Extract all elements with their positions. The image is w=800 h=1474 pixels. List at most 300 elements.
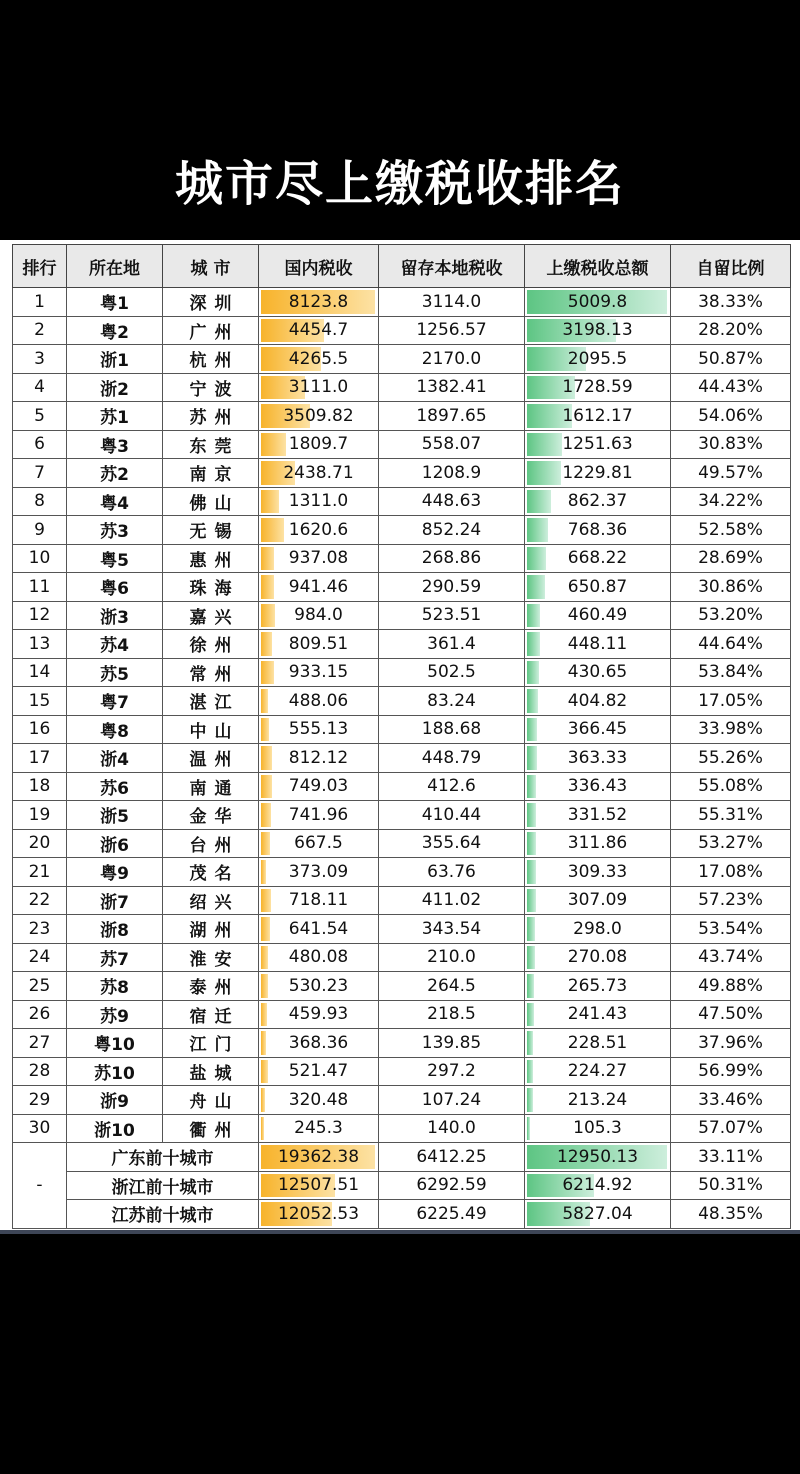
city-cell — [163, 459, 259, 488]
city-cell — [163, 402, 259, 431]
domestic-tax-cell — [259, 288, 379, 317]
uploaded-tax-cell — [525, 487, 671, 516]
uploaded-tax-cell — [525, 687, 671, 716]
rank-cell: 30 — [13, 1114, 67, 1143]
uploaded-tax-cell — [525, 1029, 671, 1058]
domestic-tax-cell-value: 4454.7 — [288, 320, 349, 341]
retained-tax-cell: 448.63 — [379, 487, 525, 516]
city-name: 江门 — [189, 1035, 240, 1056]
header-retained-tax: 留存本地税收 — [379, 245, 525, 288]
rank-cell: 19 — [13, 801, 67, 830]
uploaded-tax-cell-value: 331.52 — [567, 804, 628, 825]
uploaded-tax-cell-value: 307.09 — [567, 890, 628, 911]
domestic-tax-cell-bar — [261, 661, 274, 685]
uploaded-tax-cell — [525, 658, 671, 687]
sheet-bottom-border — [0, 1230, 800, 1234]
domestic-tax-cell-value: 641.54 — [288, 918, 349, 939]
uploaded-tax-cell-value: 270.08 — [567, 947, 628, 968]
domestic-tax-cell — [259, 487, 379, 516]
uploaded-tax-cell-bar — [527, 860, 536, 884]
table-row — [13, 658, 791, 687]
rank-cell: 29 — [13, 1086, 67, 1115]
uploaded-tax-cell-bar — [527, 518, 548, 542]
rank-cell: 12 — [13, 601, 67, 630]
rank-cell: 1 — [13, 288, 67, 317]
province-cell: 浙3 — [67, 601, 163, 630]
summary-domestic-tax-cell-value: 19362.38 — [277, 1146, 360, 1167]
province-cell: 粤7 — [67, 687, 163, 716]
header-domestic-tax: 国内税收 — [259, 245, 379, 288]
province-cell: 苏6 — [67, 772, 163, 801]
retain-ratio-cell: 43.74% — [671, 943, 791, 972]
table-row — [13, 858, 791, 887]
summary-retain-ratio-cell: 50.31% — [671, 1171, 791, 1200]
retain-ratio-cell: 37.96% — [671, 1029, 791, 1058]
table-row — [13, 601, 791, 630]
retain-ratio-cell: 54.06% — [671, 402, 791, 431]
retain-ratio-cell: 44.43% — [671, 373, 791, 402]
domestic-tax-cell-value: 1620.6 — [288, 519, 349, 540]
uploaded-tax-cell-bar — [527, 689, 538, 713]
domestic-tax-cell-bar — [261, 718, 269, 742]
domestic-tax-cell-bar — [261, 889, 271, 913]
summary-row — [13, 1143, 791, 1172]
table-row — [13, 373, 791, 402]
domestic-tax-cell — [259, 544, 379, 573]
domestic-tax-cell-bar — [261, 604, 275, 628]
retain-ratio-cell: 17.08% — [671, 858, 791, 887]
uploaded-tax-cell-bar — [527, 946, 535, 970]
domestic-tax-cell — [259, 345, 379, 374]
city-cell — [163, 687, 259, 716]
city-cell — [163, 915, 259, 944]
city-name: 淮安 — [189, 949, 240, 970]
city-name: 无锡 — [189, 522, 240, 543]
table-row — [13, 1086, 791, 1115]
rank-cell: 4 — [13, 373, 67, 402]
uploaded-tax-cell-value: 1251.63 — [562, 434, 633, 455]
province-cell: 浙2 — [67, 373, 163, 402]
table-row — [13, 1029, 791, 1058]
domestic-tax-cell-value: 530.23 — [288, 975, 349, 996]
city-cell — [163, 886, 259, 915]
uploaded-tax-cell — [525, 1086, 671, 1115]
uploaded-tax-cell-bar — [527, 1088, 533, 1112]
rank-cell: 26 — [13, 1000, 67, 1029]
uploaded-tax-cell — [525, 345, 671, 374]
uploaded-tax-cell-bar — [527, 461, 561, 485]
uploaded-tax-cell-value: 862.37 — [567, 491, 628, 512]
retain-ratio-cell: 50.87% — [671, 345, 791, 374]
rank-cell: 27 — [13, 1029, 67, 1058]
retained-tax-cell: 268.86 — [379, 544, 525, 573]
uploaded-tax-cell-value: 265.73 — [567, 975, 628, 996]
table-row — [13, 972, 791, 1001]
uploaded-tax-cell-value: 1612.17 — [562, 405, 633, 426]
domestic-tax-cell-bar — [261, 746, 272, 770]
city-cell — [163, 772, 259, 801]
uploaded-tax-cell-value: 336.43 — [567, 776, 628, 797]
uploaded-tax-cell — [525, 801, 671, 830]
uploaded-tax-cell-value: 5009.8 — [567, 291, 628, 312]
uploaded-tax-cell — [525, 858, 671, 887]
rank-cell: 18 — [13, 772, 67, 801]
province-cell: 粤8 — [67, 715, 163, 744]
table-row — [13, 1000, 791, 1029]
domestic-tax-cell-value: 3509.82 — [283, 405, 354, 426]
uploaded-tax-cell — [525, 915, 671, 944]
uploaded-tax-cell-value: 668.22 — [567, 548, 628, 569]
province-cell: 粤4 — [67, 487, 163, 516]
header-row — [13, 245, 791, 288]
domestic-tax-cell-bar — [261, 490, 279, 514]
page-title: 城市尽上缴税收排名 — [174, 156, 625, 212]
province-cell: 苏10 — [67, 1057, 163, 1086]
rank-cell: 24 — [13, 943, 67, 972]
uploaded-tax-cell-bar — [527, 1060, 533, 1084]
rank-cell: 22 — [13, 886, 67, 915]
retain-ratio-cell: 55.31% — [671, 801, 791, 830]
domestic-tax-cell-value: 320.48 — [288, 1089, 349, 1110]
domestic-tax-cell-value: 373.09 — [288, 861, 349, 882]
rank-cell: 21 — [13, 858, 67, 887]
domestic-tax-cell — [259, 715, 379, 744]
retained-tax-cell: 343.54 — [379, 915, 525, 944]
province-cell: 苏1 — [67, 402, 163, 431]
domestic-tax-cell-value: 3111.0 — [288, 377, 349, 398]
domestic-tax-cell-value: 812.12 — [288, 747, 349, 768]
city-cell — [163, 516, 259, 545]
uploaded-tax-cell — [525, 829, 671, 858]
header-province: 所在地 — [67, 245, 163, 288]
uploaded-tax-cell — [525, 373, 671, 402]
summary-retained-tax-cell: 6225.49 — [379, 1200, 525, 1229]
domestic-tax-cell — [259, 373, 379, 402]
uploaded-tax-cell-bar — [527, 1003, 534, 1027]
summary-uploaded-tax-cell-value: 6214.92 — [562, 1175, 633, 1196]
city-name: 佛山 — [189, 493, 240, 514]
retained-tax-cell: 140.0 — [379, 1114, 525, 1143]
retained-tax-cell: 1897.65 — [379, 402, 525, 431]
province-cell: 浙9 — [67, 1086, 163, 1115]
domestic-tax-cell-bar — [261, 632, 272, 656]
domestic-tax-cell — [259, 601, 379, 630]
table-row — [13, 544, 791, 573]
city-name: 盐城 — [189, 1063, 240, 1084]
table-row — [13, 573, 791, 602]
uploaded-tax-cell-value: 228.51 — [567, 1032, 628, 1053]
domestic-tax-cell-value: 984.0 — [294, 605, 343, 626]
summary-group-cell: 浙江前十城市 — [67, 1171, 259, 1200]
retained-tax-cell: 210.0 — [379, 943, 525, 972]
uploaded-tax-cell — [525, 1000, 671, 1029]
domestic-tax-cell-value: 1311.0 — [288, 491, 349, 512]
retained-tax-cell: 290.59 — [379, 573, 525, 602]
retain-ratio-cell: 33.98% — [671, 715, 791, 744]
domestic-tax-cell — [259, 772, 379, 801]
domestic-tax-cell-bar — [261, 433, 286, 457]
table-row — [13, 715, 791, 744]
uploaded-tax-cell-bar — [527, 433, 562, 457]
city-cell — [163, 858, 259, 887]
domestic-tax-cell-value: 488.06 — [288, 690, 349, 711]
city-cell — [163, 744, 259, 773]
table-row — [13, 1057, 791, 1086]
domestic-tax-cell-bar — [261, 946, 268, 970]
rank-cell: 28 — [13, 1057, 67, 1086]
domestic-tax-cell-value: 8123.8 — [288, 291, 349, 312]
domestic-tax-cell — [259, 516, 379, 545]
domestic-tax-cell — [259, 630, 379, 659]
city-cell — [163, 316, 259, 345]
rank-cell: 23 — [13, 915, 67, 944]
rank-cell: 6 — [13, 430, 67, 459]
summary-domestic-tax-cell-value: 12507.51 — [277, 1175, 360, 1196]
retained-tax-cell: 1382.41 — [379, 373, 525, 402]
uploaded-tax-cell — [525, 1057, 671, 1086]
rank-cell: 16 — [13, 715, 67, 744]
table-row — [13, 829, 791, 858]
retained-tax-cell: 63.76 — [379, 858, 525, 887]
retain-ratio-cell: 28.20% — [671, 316, 791, 345]
uploaded-tax-cell — [525, 715, 671, 744]
city-name: 徐州 — [189, 636, 240, 657]
domestic-tax-cell-value: 937.08 — [288, 548, 349, 569]
retain-ratio-cell: 33.46% — [671, 1086, 791, 1115]
uploaded-tax-cell — [525, 516, 671, 545]
table-row — [13, 744, 791, 773]
city-name: 惠州 — [189, 550, 240, 571]
city-cell — [163, 829, 259, 858]
uploaded-tax-cell-value: 768.36 — [567, 519, 628, 540]
city-name: 茂名 — [189, 864, 240, 885]
uploaded-tax-cell — [525, 430, 671, 459]
domestic-tax-cell — [259, 1000, 379, 1029]
uploaded-tax-cell-value: 448.11 — [567, 633, 628, 654]
retain-ratio-cell: 49.57% — [671, 459, 791, 488]
domestic-tax-cell-value: 941.46 — [288, 576, 349, 597]
domestic-tax-cell-value: 933.15 — [288, 662, 349, 683]
tax-ranking-table — [12, 244, 791, 1229]
uploaded-tax-cell-bar — [527, 604, 540, 628]
table-row — [13, 487, 791, 516]
city-name: 苏州 — [189, 408, 240, 429]
uploaded-tax-cell-bar — [527, 632, 540, 656]
summary-domestic-tax-cell — [259, 1143, 379, 1172]
rank-cell: 2 — [13, 316, 67, 345]
province-cell: 浙7 — [67, 886, 163, 915]
domestic-tax-cell-bar — [261, 832, 270, 856]
retained-tax-cell: 502.5 — [379, 658, 525, 687]
table-row — [13, 288, 791, 317]
city-name: 广州 — [189, 322, 240, 343]
retain-ratio-cell: 34.22% — [671, 487, 791, 516]
province-cell: 苏8 — [67, 972, 163, 1001]
table-row — [13, 687, 791, 716]
domestic-tax-cell-value: 480.08 — [288, 947, 349, 968]
uploaded-tax-cell-bar — [527, 775, 536, 799]
city-cell — [163, 715, 259, 744]
retained-tax-cell: 3114.0 — [379, 288, 525, 317]
province-cell: 苏9 — [67, 1000, 163, 1029]
city-name: 深圳 — [189, 294, 240, 315]
domestic-tax-cell-value: 245.3 — [294, 1118, 343, 1139]
domestic-tax-cell-bar — [261, 689, 268, 713]
uploaded-tax-cell-value: 298.0 — [573, 918, 622, 939]
header-rank: 排行 — [13, 245, 67, 288]
domestic-tax-cell-bar — [261, 547, 274, 571]
uploaded-tax-cell-value: 105.3 — [573, 1118, 622, 1139]
retained-tax-cell: 107.24 — [379, 1086, 525, 1115]
city-cell — [163, 373, 259, 402]
domestic-tax-cell-bar — [261, 1117, 264, 1141]
retain-ratio-cell: 30.83% — [671, 430, 791, 459]
city-name: 宁波 — [189, 379, 240, 400]
uploaded-tax-cell-value: 366.45 — [567, 719, 628, 740]
domestic-tax-cell-value: 459.93 — [288, 1004, 349, 1025]
retain-ratio-cell: 17.05% — [671, 687, 791, 716]
domestic-tax-cell — [259, 687, 379, 716]
summary-uploaded-tax-cell — [525, 1200, 671, 1229]
uploaded-tax-cell — [525, 459, 671, 488]
retained-tax-cell: 558.07 — [379, 430, 525, 459]
uploaded-tax-cell — [525, 630, 671, 659]
province-cell: 浙1 — [67, 345, 163, 374]
rank-cell: 25 — [13, 972, 67, 1001]
summary-rank-cell: - — [13, 1143, 67, 1229]
city-name: 金华 — [189, 807, 240, 828]
table-row — [13, 801, 791, 830]
retain-ratio-cell: 53.84% — [671, 658, 791, 687]
domestic-tax-cell — [259, 1086, 379, 1115]
retain-ratio-cell: 28.69% — [671, 544, 791, 573]
domestic-tax-cell — [259, 915, 379, 944]
table-row — [13, 345, 791, 374]
uploaded-tax-cell-bar — [527, 889, 536, 913]
table-row — [13, 430, 791, 459]
domestic-tax-cell-bar — [261, 974, 268, 998]
domestic-tax-cell-value: 555.13 — [288, 719, 349, 740]
domestic-tax-cell-bar — [261, 1031, 266, 1055]
rank-cell: 15 — [13, 687, 67, 716]
city-name: 舟山 — [189, 1092, 240, 1113]
retain-ratio-cell: 47.50% — [671, 1000, 791, 1029]
city-cell — [163, 601, 259, 630]
uploaded-tax-cell-value: 213.24 — [567, 1089, 628, 1110]
rank-cell: 10 — [13, 544, 67, 573]
domestic-tax-cell — [259, 886, 379, 915]
uploaded-tax-cell-value: 430.65 — [567, 662, 628, 683]
header-retain-ratio: 自留比例 — [671, 245, 791, 288]
rank-cell: 17 — [13, 744, 67, 773]
city-name: 温州 — [189, 750, 240, 771]
city-name: 衢州 — [189, 1120, 240, 1141]
retain-ratio-cell: 56.99% — [671, 1057, 791, 1086]
retain-ratio-cell: 55.08% — [671, 772, 791, 801]
city-cell — [163, 1057, 259, 1086]
domestic-tax-cell-bar — [261, 1003, 267, 1027]
retained-tax-cell: 1256.57 — [379, 316, 525, 345]
province-cell: 浙6 — [67, 829, 163, 858]
retain-ratio-cell: 53.20% — [671, 601, 791, 630]
table-row — [13, 402, 791, 431]
province-cell: 苏5 — [67, 658, 163, 687]
uploaded-tax-cell-bar — [527, 490, 551, 514]
city-name: 东莞 — [189, 436, 240, 457]
domestic-tax-cell — [259, 1114, 379, 1143]
rank-cell: 5 — [13, 402, 67, 431]
domestic-tax-cell-value: 809.51 — [288, 633, 349, 654]
domestic-tax-cell — [259, 573, 379, 602]
domestic-tax-cell — [259, 829, 379, 858]
uploaded-tax-cell-value: 309.33 — [567, 861, 628, 882]
retain-ratio-cell: 49.88% — [671, 972, 791, 1001]
domestic-tax-cell-bar — [261, 803, 271, 827]
retained-tax-cell: 448.79 — [379, 744, 525, 773]
domestic-tax-cell-value: 2438.71 — [283, 462, 354, 483]
retain-ratio-cell: 30.86% — [671, 573, 791, 602]
domestic-tax-cell-bar — [261, 917, 270, 941]
retain-ratio-cell: 55.26% — [671, 744, 791, 773]
uploaded-tax-cell — [525, 544, 671, 573]
city-cell — [163, 430, 259, 459]
uploaded-tax-cell — [525, 601, 671, 630]
tax-ranking-sheet — [0, 240, 800, 1233]
summary-retained-tax-cell: 6412.25 — [379, 1143, 525, 1172]
province-cell: 苏2 — [67, 459, 163, 488]
rank-cell: 7 — [13, 459, 67, 488]
uploaded-tax-cell-bar — [527, 832, 536, 856]
uploaded-tax-cell — [525, 316, 671, 345]
province-cell: 浙10 — [67, 1114, 163, 1143]
domestic-tax-cell-bar — [261, 575, 274, 599]
province-cell: 浙8 — [67, 915, 163, 944]
uploaded-tax-cell-value: 460.49 — [567, 605, 628, 626]
uploaded-tax-cell-bar — [527, 746, 537, 770]
province-cell: 浙5 — [67, 801, 163, 830]
uploaded-tax-cell-bar — [527, 917, 535, 941]
domestic-tax-cell-bar — [261, 775, 272, 799]
uploaded-tax-cell-bar — [527, 661, 539, 685]
uploaded-tax-cell — [525, 1114, 671, 1143]
city-name: 泰州 — [189, 978, 240, 999]
retained-tax-cell: 218.5 — [379, 1000, 525, 1029]
city-name: 宿迁 — [189, 1006, 240, 1027]
uploaded-tax-cell — [525, 886, 671, 915]
uploaded-tax-cell-value: 224.27 — [567, 1061, 628, 1082]
city-cell — [163, 345, 259, 374]
uploaded-tax-cell-value: 363.33 — [567, 747, 628, 768]
city-name: 杭州 — [189, 351, 240, 372]
province-cell: 粤5 — [67, 544, 163, 573]
city-name: 中山 — [189, 721, 240, 742]
city-cell — [163, 1086, 259, 1115]
province-cell: 粤9 — [67, 858, 163, 887]
retain-ratio-cell: 44.64% — [671, 630, 791, 659]
uploaded-tax-cell-value: 404.82 — [567, 690, 628, 711]
header-uploaded-tax: 上缴税收总额 — [525, 245, 671, 288]
retained-tax-cell: 1208.9 — [379, 459, 525, 488]
rank-cell: 13 — [13, 630, 67, 659]
retained-tax-cell: 410.44 — [379, 801, 525, 830]
city-name: 珠海 — [189, 579, 240, 600]
domestic-tax-cell-value: 749.03 — [288, 776, 349, 797]
summary-uploaded-tax-cell — [525, 1171, 671, 1200]
uploaded-tax-cell-value: 241.43 — [567, 1004, 628, 1025]
summary-retain-ratio-cell: 48.35% — [671, 1200, 791, 1229]
summary-uploaded-tax-cell-value: 5827.04 — [562, 1203, 633, 1224]
domestic-tax-cell — [259, 430, 379, 459]
